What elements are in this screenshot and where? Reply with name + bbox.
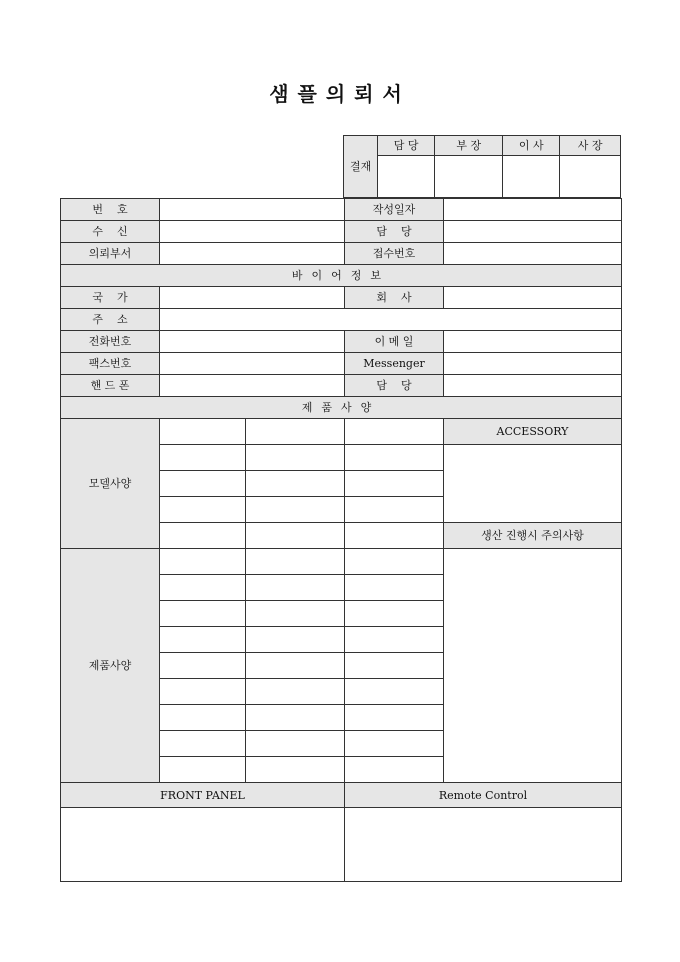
model-spec-cell[interactable] <box>345 471 444 497</box>
approval-sign-president[interactable] <box>560 156 621 198</box>
model-spec-cell[interactable] <box>345 523 444 549</box>
product-spec-cell[interactable] <box>160 653 246 679</box>
model-spec-cell[interactable] <box>246 497 345 523</box>
person-in-charge-label: 담 당 <box>345 221 444 243</box>
remote-control-field[interactable] <box>345 808 622 882</box>
product-spec-cell[interactable] <box>345 757 444 783</box>
product-spec-cell[interactable] <box>345 653 444 679</box>
address-label: 주 소 <box>61 309 160 331</box>
product-spec-cell[interactable] <box>160 679 246 705</box>
product-spec-cell[interactable] <box>345 575 444 601</box>
approval-label: 결재 <box>344 136 378 198</box>
model-spec-cell[interactable] <box>160 419 246 445</box>
front-panel-field[interactable] <box>61 808 345 882</box>
approval-sign-director[interactable] <box>435 156 503 198</box>
buyer-info-header: 바이어정보 <box>61 265 622 287</box>
country-field[interactable] <box>160 287 345 309</box>
messenger-label: Messenger <box>345 353 444 375</box>
model-spec-cell[interactable] <box>160 471 246 497</box>
product-spec-label: 제품사양 <box>61 549 160 783</box>
model-spec-cell[interactable] <box>246 523 345 549</box>
approval-col-executive: 이 사 <box>503 136 560 156</box>
product-spec-cell[interactable] <box>345 731 444 757</box>
product-spec-cell[interactable] <box>246 549 345 575</box>
product-spec-cell[interactable] <box>246 627 345 653</box>
company-label: 회 사 <box>345 287 444 309</box>
production-notes-field[interactable] <box>444 549 622 783</box>
approval-table <box>343 135 621 198</box>
product-spec-cell[interactable] <box>246 679 345 705</box>
date-written-field[interactable] <box>444 199 622 221</box>
product-spec-cell[interactable] <box>160 731 246 757</box>
approval-sign-executive[interactable] <box>503 156 560 198</box>
front-panel-header: FRONT PANEL <box>61 783 345 808</box>
mobile-label: 핸 드 폰 <box>61 375 160 397</box>
receipt-number-field[interactable] <box>444 243 622 265</box>
product-spec-cell[interactable] <box>345 705 444 731</box>
number-field[interactable] <box>160 199 345 221</box>
approval-col-manager: 담 당 <box>378 136 435 156</box>
model-spec-cell[interactable] <box>246 419 345 445</box>
product-spec-cell[interactable] <box>160 705 246 731</box>
product-spec-cell[interactable] <box>246 653 345 679</box>
messenger-field[interactable] <box>444 353 622 375</box>
buyer-person-in-charge-field[interactable] <box>444 375 622 397</box>
product-spec-cell[interactable] <box>160 627 246 653</box>
product-spec-cell[interactable] <box>160 601 246 627</box>
product-spec-cell[interactable] <box>246 757 345 783</box>
requesting-dept-field[interactable] <box>160 243 345 265</box>
phone-label: 전화번호 <box>61 331 160 353</box>
document-title: 샘플의뢰서 <box>269 82 411 106</box>
product-spec-cell[interactable] <box>246 705 345 731</box>
recipient-label: 수 신 <box>61 221 160 243</box>
product-spec-cell[interactable] <box>345 627 444 653</box>
model-spec-cell[interactable] <box>345 445 444 471</box>
number-label: 번 호 <box>61 199 160 221</box>
product-spec-cell[interactable] <box>345 679 444 705</box>
address-field[interactable] <box>160 309 622 331</box>
date-written-label: 작성일자 <box>345 199 444 221</box>
model-spec-cell[interactable] <box>160 523 246 549</box>
email-field[interactable] <box>444 331 622 353</box>
model-spec-cell[interactable] <box>246 445 345 471</box>
email-label: 이 메 일 <box>345 331 444 353</box>
product-spec-cell[interactable] <box>345 601 444 627</box>
accessory-header: ACCESSORY <box>444 419 622 445</box>
model-spec-cell[interactable] <box>160 445 246 471</box>
product-spec-cell[interactable] <box>246 575 345 601</box>
model-spec-cell[interactable] <box>246 471 345 497</box>
production-notes-header: 생산 진행시 주의사항 <box>444 523 622 549</box>
model-spec-cell[interactable] <box>345 419 444 445</box>
fax-label: 팩스번호 <box>61 353 160 375</box>
product-spec-header: 제품사양 <box>61 397 622 419</box>
accessory-field[interactable] <box>444 445 622 523</box>
request-form-table <box>60 198 622 882</box>
product-spec-cell[interactable] <box>160 757 246 783</box>
receipt-number-label: 접수번호 <box>345 243 444 265</box>
model-spec-cell[interactable] <box>160 497 246 523</box>
model-spec-label: 모델사양 <box>61 419 160 549</box>
approval-col-director: 부 장 <box>435 136 503 156</box>
remote-control-header: Remote Control <box>345 783 622 808</box>
mobile-field[interactable] <box>160 375 345 397</box>
approval-col-president: 사 장 <box>560 136 621 156</box>
product-spec-cell[interactable] <box>160 549 246 575</box>
approval-sign-manager[interactable] <box>378 156 435 198</box>
fax-field[interactable] <box>160 353 345 375</box>
product-spec-cell[interactable] <box>246 731 345 757</box>
requesting-dept-label: 의뢰부서 <box>61 243 160 265</box>
model-spec-cell[interactable] <box>345 497 444 523</box>
product-spec-cell[interactable] <box>345 549 444 575</box>
product-spec-cell[interactable] <box>160 575 246 601</box>
company-field[interactable] <box>444 287 622 309</box>
recipient-field[interactable] <box>160 221 345 243</box>
buyer-person-in-charge-label: 담 당 <box>345 375 444 397</box>
phone-field[interactable] <box>160 331 345 353</box>
country-label: 국 가 <box>61 287 160 309</box>
person-in-charge-field[interactable] <box>444 221 622 243</box>
product-spec-cell[interactable] <box>246 601 345 627</box>
